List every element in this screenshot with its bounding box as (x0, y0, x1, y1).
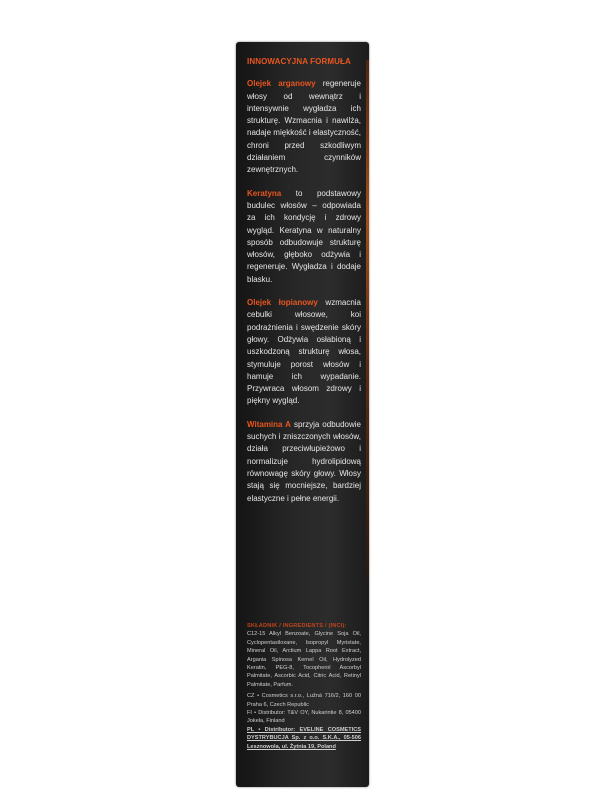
ingredients-block (247, 622, 361, 751)
highlight-argan: Olejek arganowy (247, 79, 316, 89)
highlight-vitamin-a: Witamina A (247, 419, 291, 429)
highlight-burdock: Olejek łopianowy (247, 298, 318, 308)
distributor-pl: PL • Distributor: EVELINE COSMETICS DYSTRYBUCJA Sp. z o.o. S.K.A., 05-506 Lesznowola, ul. Żytnia 19, Poland (247, 726, 361, 750)
paragraph-argan (247, 78, 361, 176)
distributor-cz: CZ • Cosmetics s.r.o., Lužná 716/2, 160 00 Praha 6, Czech Republic (247, 693, 361, 708)
formula-heading: INNOWACYJNA FORMUŁA (247, 57, 351, 66)
text-keratin: to podstawowy budulec włosów – odpowiada za ich kondycję i zdrowy wygląd. Keratyna w naturalny sposób odbudowuje strukturę włosów, głęboko odżywia i regeneruje. Wygładza i dodaje blasku. (247, 188, 361, 284)
paragraph-vitamin-a (247, 419, 361, 505)
distributor-fi: FI • Distributor: T&V OY, Nukarintie 8, 05400 Jokela, Finland (247, 710, 361, 725)
box-edge-orange (366, 60, 369, 580)
text-vitamin-a: sprzyja odbudowie suchych i zniszczonych włosów, działa przeciwłupieżowo i normalizuje hydrolipidową równowagę skóry głowy. Włosy stają się mocniejsze, bardziej elastyczne i pełne energii. (247, 419, 361, 503)
paragraph-burdock (247, 297, 361, 408)
paragraph-keratin (247, 188, 361, 286)
ingredients-list: C12-15 Alkyl Benzoate, Glycine Soja Oil, Cyclopentasiloxane, Isopropyl Myristate, Mineral Oil, Arctium Lappa Root Extract, Argania Spinosa Kernel Oil, Hydrolyzed Keratin, PEG-8, Tocopherol Ascorbyl Palmitate, Ascorbic Acid, Citric Acid, Retinyl Palmitate, Parfum. (247, 631, 361, 688)
ingredients-heading: SKŁADNIK / INGREDIENTS / (INCI): (247, 623, 347, 629)
text-argan: regeneruje włosy od wewnątrz i intensywnie wygładza ich strukturę. Wzmacnia i nawilża, nadaje miękkość i elastyczność, chroni przed szkodliwym działaniem czynników zewnętrznych. (247, 79, 361, 175)
highlight-keratin: Keratyna (247, 188, 282, 198)
text-burdock: wzmacnia cebulki włosowe, koi podrażnienia i swędzenie skóry głowy. Odżywia osłabioną i uszkodzoną strukturę włosa, stymuluje porost włosów i hamuje ich wypadanie. Przywraca włosom zdrowy i piękny wygląd. (247, 298, 361, 406)
description-column (247, 56, 361, 516)
